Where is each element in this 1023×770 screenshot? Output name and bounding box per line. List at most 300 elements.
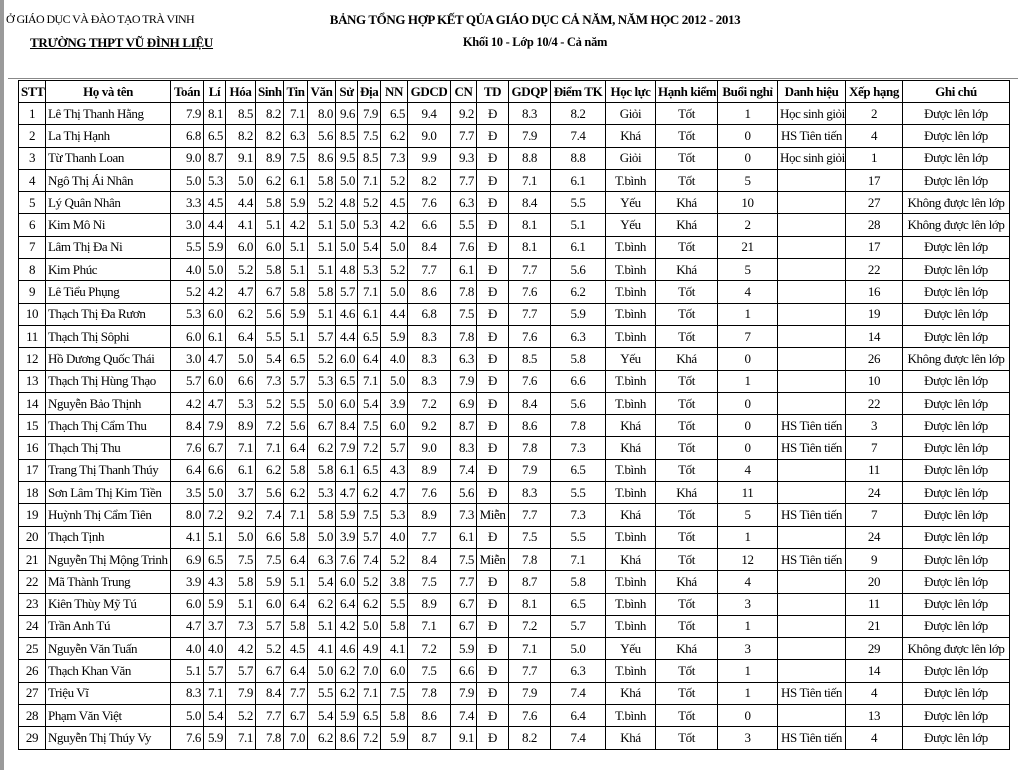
- column-header: Xếp hạng: [846, 81, 903, 103]
- table-cell: 12: [718, 548, 778, 570]
- table-cell: 5.0: [171, 169, 204, 191]
- table-cell: 5.8: [284, 281, 308, 303]
- table-row: [19, 437, 1010, 459]
- table-cell: Tốt: [656, 705, 718, 727]
- table-cell: Triệu Vĩ: [46, 682, 171, 704]
- table-cell: 5.3: [171, 303, 204, 325]
- table-cell: 4: [846, 125, 903, 147]
- table-cell: 6.4: [284, 548, 308, 570]
- column-header: Buổi nghỉ: [718, 81, 778, 103]
- table-row: [19, 482, 1010, 504]
- table-cell: 7.7: [451, 125, 477, 147]
- table-cell: Đ: [477, 705, 509, 727]
- table-cell: Thạch Thị Thu: [46, 437, 171, 459]
- table-cell: 7.5: [256, 548, 284, 570]
- table-cell: 20: [846, 571, 903, 593]
- table-cell: 7.8: [551, 415, 606, 437]
- table-cell: 5.1: [226, 593, 256, 615]
- table-cell: Đ: [477, 638, 509, 660]
- table-row: [19, 325, 1010, 347]
- table-cell: Được lên lớp: [903, 615, 1010, 637]
- table-cell: 22: [19, 571, 46, 593]
- table-cell: 3.8: [381, 571, 408, 593]
- table-cell: 3.7: [226, 482, 256, 504]
- table-cell: 5.3: [204, 169, 226, 191]
- table-cell: Được lên lớp: [903, 125, 1010, 147]
- table-cell: 8.3: [408, 370, 451, 392]
- table-cell: HS Tiên tiến: [778, 682, 846, 704]
- table-cell: 8.6: [336, 727, 358, 749]
- table-cell: Đ: [477, 660, 509, 682]
- table-row: [19, 370, 1010, 392]
- table-cell: 5.6: [551, 259, 606, 281]
- table-cell: 5.3: [381, 504, 408, 526]
- table-cell: 6.3: [551, 660, 606, 682]
- table-cell: 7.7: [509, 303, 551, 325]
- table-cell: Được lên lớp: [903, 504, 1010, 526]
- table-cell: 3: [19, 147, 46, 169]
- table-cell: 7.6: [336, 548, 358, 570]
- table-cell: Giỏi: [606, 147, 656, 169]
- table-cell: 7.8: [451, 325, 477, 347]
- table-cell: 5.0: [308, 526, 336, 548]
- table-cell: 7.6: [171, 727, 204, 749]
- table-cell: Tốt: [656, 459, 718, 481]
- table-row: [19, 236, 1010, 258]
- table-cell: 5.8: [226, 571, 256, 593]
- table-cell: 6.9: [451, 392, 477, 414]
- column-header: Lí: [204, 81, 226, 103]
- table-cell: T.bình: [606, 259, 656, 281]
- table-cell: 8.2: [256, 103, 284, 125]
- table-cell: 3.0: [171, 348, 204, 370]
- table-cell: 7.1: [284, 504, 308, 526]
- table-cell: 5.9: [204, 236, 226, 258]
- table-cell: 7.1: [509, 638, 551, 660]
- table-cell: 4.1: [308, 638, 336, 660]
- table-cell: 7.5: [408, 660, 451, 682]
- table-cell: Được lên lớp: [903, 682, 1010, 704]
- table-cell: 7.9: [204, 415, 226, 437]
- table-cell: 5.1: [308, 303, 336, 325]
- table-row: [19, 660, 1010, 682]
- table-cell: Huỳnh Thị Cẩm Tiên: [46, 504, 171, 526]
- table-cell: [778, 214, 846, 236]
- table-cell: Đ: [477, 259, 509, 281]
- table-cell: Tốt: [656, 392, 718, 414]
- table-cell: 7.9: [509, 125, 551, 147]
- table-cell: Được lên lớp: [903, 325, 1010, 347]
- table-cell: 6.4: [284, 437, 308, 459]
- table-cell: 6.2: [308, 437, 336, 459]
- table-cell: Khá: [606, 727, 656, 749]
- table-cell: Khá: [656, 348, 718, 370]
- table-cell: 4.4: [226, 192, 256, 214]
- table-cell: 6.3: [284, 125, 308, 147]
- table-cell: 5.1: [284, 236, 308, 258]
- table-cell: 5.9: [336, 504, 358, 526]
- table-cell: 5.5: [551, 526, 606, 548]
- table-cell: Được lên lớp: [903, 236, 1010, 258]
- table-cell: 1: [718, 682, 778, 704]
- table-cell: T.bình: [606, 370, 656, 392]
- table-cell: T.bình: [606, 593, 656, 615]
- table-cell: 5.0: [308, 392, 336, 414]
- table-cell: 7.9: [226, 682, 256, 704]
- table-cell: Đ: [477, 192, 509, 214]
- table-cell: 4.4: [336, 325, 358, 347]
- table-cell: 7.4: [451, 459, 477, 481]
- table-cell: 5.6: [256, 482, 284, 504]
- table-cell: 7.5: [408, 571, 451, 593]
- table-cell: 8.2: [551, 103, 606, 125]
- table-cell: 2: [19, 125, 46, 147]
- table-cell: 26: [846, 348, 903, 370]
- table-cell: Được lên lớp: [903, 103, 1010, 125]
- table-cell: 17: [846, 236, 903, 258]
- table-cell: Tốt: [656, 437, 718, 459]
- table-cell: Đ: [477, 103, 509, 125]
- table-cell: 5.1: [551, 214, 606, 236]
- table-cell: 6.5: [381, 103, 408, 125]
- table-cell: [778, 615, 846, 637]
- table-cell: 5.3: [308, 482, 336, 504]
- table-cell: Tốt: [656, 236, 718, 258]
- table-row: [19, 571, 1010, 593]
- table-cell: 8.6: [509, 415, 551, 437]
- table-cell: 8.5: [336, 125, 358, 147]
- table-cell: 5.2: [358, 192, 381, 214]
- table-cell: 8.9: [408, 593, 451, 615]
- table-cell: 7.7: [284, 682, 308, 704]
- table-row: [19, 638, 1010, 660]
- column-header: Toán: [171, 81, 204, 103]
- table-cell: Được lên lớp: [903, 147, 1010, 169]
- table-cell: 6.2: [336, 660, 358, 682]
- table-cell: 8.4: [171, 415, 204, 437]
- table-cell: [778, 303, 846, 325]
- table-cell: 5.7: [358, 526, 381, 548]
- table-cell: 27: [19, 682, 46, 704]
- table-cell: 5.1: [308, 615, 336, 637]
- column-header: Học lực: [606, 81, 656, 103]
- table-cell: Tốt: [656, 103, 718, 125]
- table-cell: 5.2: [308, 348, 336, 370]
- table-cell: 7.6: [408, 482, 451, 504]
- table-cell: Nguyễn Văn Tuấn: [46, 638, 171, 660]
- table-cell: 4.7: [381, 482, 408, 504]
- table-cell: Kiên Thùy Mỹ Tú: [46, 593, 171, 615]
- table-cell: 8.3: [509, 482, 551, 504]
- table-cell: 10: [846, 370, 903, 392]
- table-cell: 13: [846, 705, 903, 727]
- table-cell: 5.9: [551, 303, 606, 325]
- table-cell: 3.0: [171, 214, 204, 236]
- table-cell: 3: [718, 638, 778, 660]
- table-cell: 8.3: [451, 437, 477, 459]
- table-cell: [778, 526, 846, 548]
- table-cell: 7.4: [551, 727, 606, 749]
- table-cell: Khá: [656, 482, 718, 504]
- school-name: TRƯỜNG THPT VŨ ĐÌNH LIỆU: [30, 35, 214, 50]
- table-cell: 7.5: [451, 548, 477, 570]
- table-cell: 5.9: [284, 192, 308, 214]
- table-cell: 4.6: [336, 638, 358, 660]
- table-cell: 22: [846, 392, 903, 414]
- table-cell: 5.0: [308, 660, 336, 682]
- table-cell: 8.7: [451, 415, 477, 437]
- table-cell: 1: [19, 103, 46, 125]
- table-cell: 4.7: [226, 281, 256, 303]
- table-cell: 9.0: [408, 437, 451, 459]
- table-cell: 4.8: [336, 192, 358, 214]
- table-cell: Thạch Khan Văn: [46, 660, 171, 682]
- table-cell: Không được lên lớp: [903, 192, 1010, 214]
- table-cell: 5.7: [204, 660, 226, 682]
- table-cell: T.bình: [606, 281, 656, 303]
- column-header: Sinh: [256, 81, 284, 103]
- table-cell: Được lên lớp: [903, 593, 1010, 615]
- table-row: [19, 727, 1010, 749]
- table-cell: 8.3: [408, 348, 451, 370]
- table-cell: 6.6: [451, 660, 477, 682]
- table-cell: 6.0: [204, 370, 226, 392]
- table-cell: 6.1: [204, 325, 226, 347]
- table-cell: 4.1: [381, 638, 408, 660]
- table-cell: 6.0: [381, 415, 408, 437]
- table-cell: Tốt: [656, 125, 718, 147]
- table-cell: Không được lên lớp: [903, 214, 1010, 236]
- table-cell: 6.7: [256, 281, 284, 303]
- table-cell: Đ: [477, 147, 509, 169]
- table-cell: 28: [19, 705, 46, 727]
- table-cell: [778, 281, 846, 303]
- table-cell: Đ: [477, 482, 509, 504]
- table-cell: 7.2: [256, 415, 284, 437]
- table-cell: 5.8: [308, 459, 336, 481]
- table-cell: 1: [718, 103, 778, 125]
- table-row: [19, 682, 1010, 704]
- table-cell: 5.0: [171, 705, 204, 727]
- table-cell: 6.5: [358, 459, 381, 481]
- table-cell: Được lên lớp: [903, 727, 1010, 749]
- table-cell: 5.8: [308, 504, 336, 526]
- table-cell: Lâm Thị Đa Ni: [46, 236, 171, 258]
- table-cell: 5.5: [451, 214, 477, 236]
- table-cell: 4.8: [336, 259, 358, 281]
- table-cell: Được lên lớp: [903, 437, 1010, 459]
- table-cell: 6.4: [336, 593, 358, 615]
- table-cell: 8.2: [226, 125, 256, 147]
- table-cell: HS Tiên tiến: [778, 727, 846, 749]
- table-cell: 4.0: [171, 259, 204, 281]
- table-row: [19, 392, 1010, 414]
- table-cell: 7.6: [451, 236, 477, 258]
- table-cell: 7.3: [256, 370, 284, 392]
- table-cell: 6.6: [551, 370, 606, 392]
- table-cell: 5.4: [308, 571, 336, 593]
- table-cell: 7.4: [451, 705, 477, 727]
- table-cell: 6: [19, 214, 46, 236]
- table-cell: 6.6: [408, 214, 451, 236]
- table-cell: Đ: [477, 169, 509, 191]
- table-cell: 5.8: [308, 169, 336, 191]
- table-row: [19, 303, 1010, 325]
- table-cell: 7.9: [451, 682, 477, 704]
- table-cell: 6.2: [284, 482, 308, 504]
- table-cell: 5.0: [551, 638, 606, 660]
- table-cell: 8.2: [256, 125, 284, 147]
- table-cell: 7.9: [358, 103, 381, 125]
- table-cell: 5.4: [204, 705, 226, 727]
- table-cell: 8.4: [408, 548, 451, 570]
- table-cell: 8.5: [358, 147, 381, 169]
- table-cell: 8: [19, 259, 46, 281]
- table-cell: 5.3: [308, 370, 336, 392]
- table-cell: 5.1: [308, 214, 336, 236]
- table-cell: 3.9: [336, 526, 358, 548]
- table-cell: 5.5: [551, 192, 606, 214]
- table-cell: 5: [718, 169, 778, 191]
- table-cell: 22: [846, 259, 903, 281]
- table-cell: Khá: [656, 192, 718, 214]
- results-table: [18, 80, 1010, 750]
- table-cell: 5.5: [256, 325, 284, 347]
- table-cell: 9.9: [408, 147, 451, 169]
- table-cell: 4: [718, 459, 778, 481]
- table-cell: 6.1: [284, 169, 308, 191]
- table-cell: [778, 370, 846, 392]
- table-cell: Được lên lớp: [903, 526, 1010, 548]
- table-cell: 8.9: [256, 147, 284, 169]
- table-cell: 6.0: [381, 660, 408, 682]
- table-row: [19, 125, 1010, 147]
- table-cell: La Thị Hạnh: [46, 125, 171, 147]
- table-cell: 5.3: [358, 214, 381, 236]
- table-cell: 5.2: [256, 638, 284, 660]
- table-cell: 7.3: [451, 504, 477, 526]
- table-cell: [778, 348, 846, 370]
- table-cell: 24: [19, 615, 46, 637]
- table-header-row: [19, 81, 1010, 103]
- table-cell: Đ: [477, 348, 509, 370]
- table-cell: 5.9: [204, 727, 226, 749]
- table-cell: Mã Thành Trung: [46, 571, 171, 593]
- table-cell: 5.2: [256, 392, 284, 414]
- table-cell: 7.1: [509, 169, 551, 191]
- table-cell: 7.1: [408, 615, 451, 637]
- table-cell: 9.1: [226, 147, 256, 169]
- table-cell: 7.5: [358, 125, 381, 147]
- table-cell: 5: [19, 192, 46, 214]
- table-cell: Nguyễn Thị Mộng Trinh: [46, 548, 171, 570]
- table-cell: 7.8: [451, 281, 477, 303]
- table-cell: 4.2: [204, 281, 226, 303]
- table-cell: Được lên lớp: [903, 415, 1010, 437]
- table-cell: 8.5: [509, 348, 551, 370]
- table-cell: 4.0: [204, 638, 226, 660]
- table-cell: [778, 571, 846, 593]
- table-cell: 4.3: [204, 571, 226, 593]
- table-cell: Khá: [606, 415, 656, 437]
- table-cell: 21: [718, 236, 778, 258]
- table-cell: Lê Thị Thanh Hằng: [46, 103, 171, 125]
- table-cell: 6.6: [204, 459, 226, 481]
- table-row: [19, 281, 1010, 303]
- table-cell: Không được lên lớp: [903, 638, 1010, 660]
- table-cell: 7.2: [509, 615, 551, 637]
- table-cell: 6.3: [451, 348, 477, 370]
- table-cell: Đ: [477, 415, 509, 437]
- table-cell: 6.2: [551, 281, 606, 303]
- table-cell: 5.6: [551, 392, 606, 414]
- table-cell: 5.8: [308, 281, 336, 303]
- table-cell: Yếu: [606, 348, 656, 370]
- table-cell: 5.2: [358, 571, 381, 593]
- table-row: [19, 548, 1010, 570]
- table-cell: Được lên lớp: [903, 459, 1010, 481]
- table-cell: 14: [846, 325, 903, 347]
- table-cell: 6.1: [551, 169, 606, 191]
- table-cell: 8.6: [408, 705, 451, 727]
- table-cell: 0: [718, 147, 778, 169]
- table-cell: 5.5: [171, 236, 204, 258]
- table-cell: 5.1: [284, 571, 308, 593]
- table-cell: Đ: [477, 571, 509, 593]
- table-cell: 5.0: [381, 236, 408, 258]
- table-cell: 21: [19, 548, 46, 570]
- table-cell: 5.0: [204, 482, 226, 504]
- table-cell: 5.6: [256, 303, 284, 325]
- table-cell: 3.3: [171, 192, 204, 214]
- table-cell: 13: [19, 370, 46, 392]
- table-cell: 7.6: [171, 437, 204, 459]
- table-cell: 27: [846, 192, 903, 214]
- table-cell: 19: [846, 303, 903, 325]
- table-cell: Đ: [477, 526, 509, 548]
- table-cell: 6.0: [256, 236, 284, 258]
- table-cell: 4.3: [381, 459, 408, 481]
- table-cell: 7.7: [408, 526, 451, 548]
- table-cell: 17: [846, 169, 903, 191]
- table-cell: 1: [846, 147, 903, 169]
- table-cell: 5.9: [381, 727, 408, 749]
- table-cell: 7.3: [226, 615, 256, 637]
- table-cell: Được lên lớp: [903, 482, 1010, 504]
- table-cell: Tốt: [656, 370, 718, 392]
- table-cell: 4.0: [381, 348, 408, 370]
- table-cell: 6.4: [171, 459, 204, 481]
- table-cell: 2: [846, 103, 903, 125]
- page-left-border: [0, 0, 4, 770]
- table-cell: 8.4: [408, 236, 451, 258]
- table-cell: Tốt: [656, 660, 718, 682]
- table-row: [19, 103, 1010, 125]
- table-cell: 7.9: [336, 437, 358, 459]
- table-cell: T.bình: [606, 325, 656, 347]
- column-header: Hạnh kiểm: [656, 81, 718, 103]
- table-cell: 5.6: [308, 125, 336, 147]
- table-cell: 8.6: [408, 281, 451, 303]
- table-cell: [778, 482, 846, 504]
- table-cell: HS Tiên tiến: [778, 504, 846, 526]
- table-cell: 7.7: [408, 259, 451, 281]
- table-cell: 8.3: [408, 325, 451, 347]
- table-cell: Thạch Thị Sôphi: [46, 325, 171, 347]
- table-cell: 5.1: [284, 259, 308, 281]
- table-cell: 5.4: [256, 348, 284, 370]
- table-cell: 4.1: [226, 214, 256, 236]
